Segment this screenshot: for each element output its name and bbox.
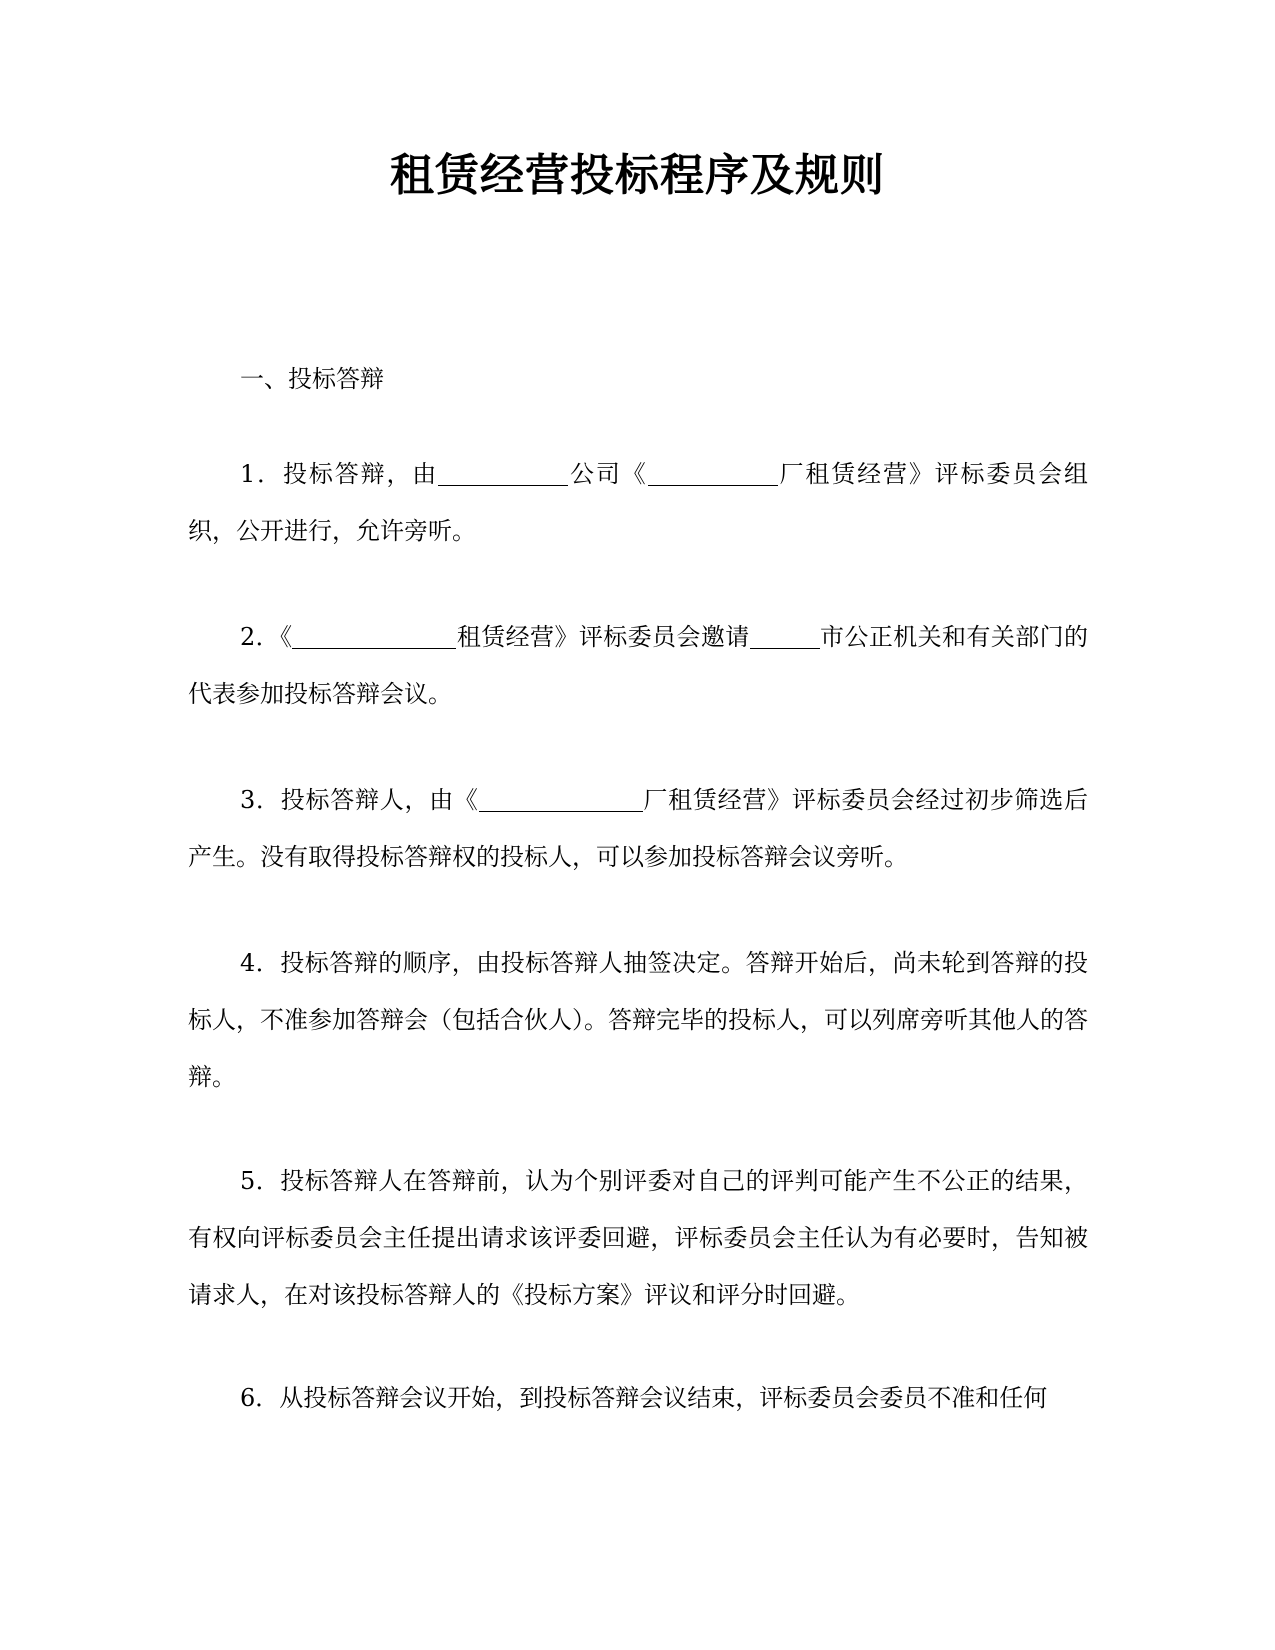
item-1-text-c: 厂租赁经营》评标委员会组织，公开进行，允许旁听。 — [188, 460, 1088, 545]
document-title: 租赁经营投标程序及规则 — [390, 150, 885, 201]
fill-in-blank-factory — [648, 461, 778, 486]
paragraph-item-6: 6．从投标答辩会议开始，到投标答辩会议结束，评标委员会委员不准和任何 — [240, 1384, 1048, 1412]
paragraph-item-1 — [188, 446, 1088, 560]
item-3-text-a: 3．投标答辩人，由《 — [240, 786, 479, 814]
fill-in-blank-lease-name — [292, 624, 456, 649]
paragraph-item-3 — [188, 772, 1088, 886]
fill-in-blank-company — [438, 461, 568, 486]
paragraph-item-5: 5．投标答辩人在答辩前，认为个别评委对自己的评判可能产生不公正的结果，有权向评标委员会主任提出请求该评委回避，评标委员会主任认为有必要时，告知被请求人，在对该投标答辩人的《投标方案》评议和评分时回避。 — [188, 1167, 1088, 1309]
paragraph-item-4: 4．投标答辩的顺序，由投标答辩人抽签决定。答辩开始后，尚未轮到答辩的投标人，不准参加答辩会（包括合伙人）。答辩完毕的投标人，可以列席旁听其他人的答辩。 — [188, 949, 1088, 1091]
item-1-text-a: 1．投标答辩，由 — [240, 460, 439, 488]
item-3-text-b: 厂租赁经营》评标委员会经过初步筛选后产生。没有取得投标答辩权的投标人，可以参加投标答辩会议旁听。 — [188, 786, 1088, 871]
item-2-text-a: 2．《 — [240, 623, 293, 651]
item-1-text-b: 公司《 — [568, 460, 648, 488]
item-2-text-c: 市公正机关和有关部门的代表参加投标答辩会议。 — [188, 623, 1089, 708]
paragraph-item-2 — [188, 609, 1088, 723]
item-2-text-b: 租赁经营》评标委员会邀请 — [456, 623, 750, 651]
section-heading: 一、投标答辩 — [240, 365, 384, 393]
fill-in-blank-city — [750, 624, 820, 649]
fill-in-blank-factory-name — [479, 787, 643, 812]
